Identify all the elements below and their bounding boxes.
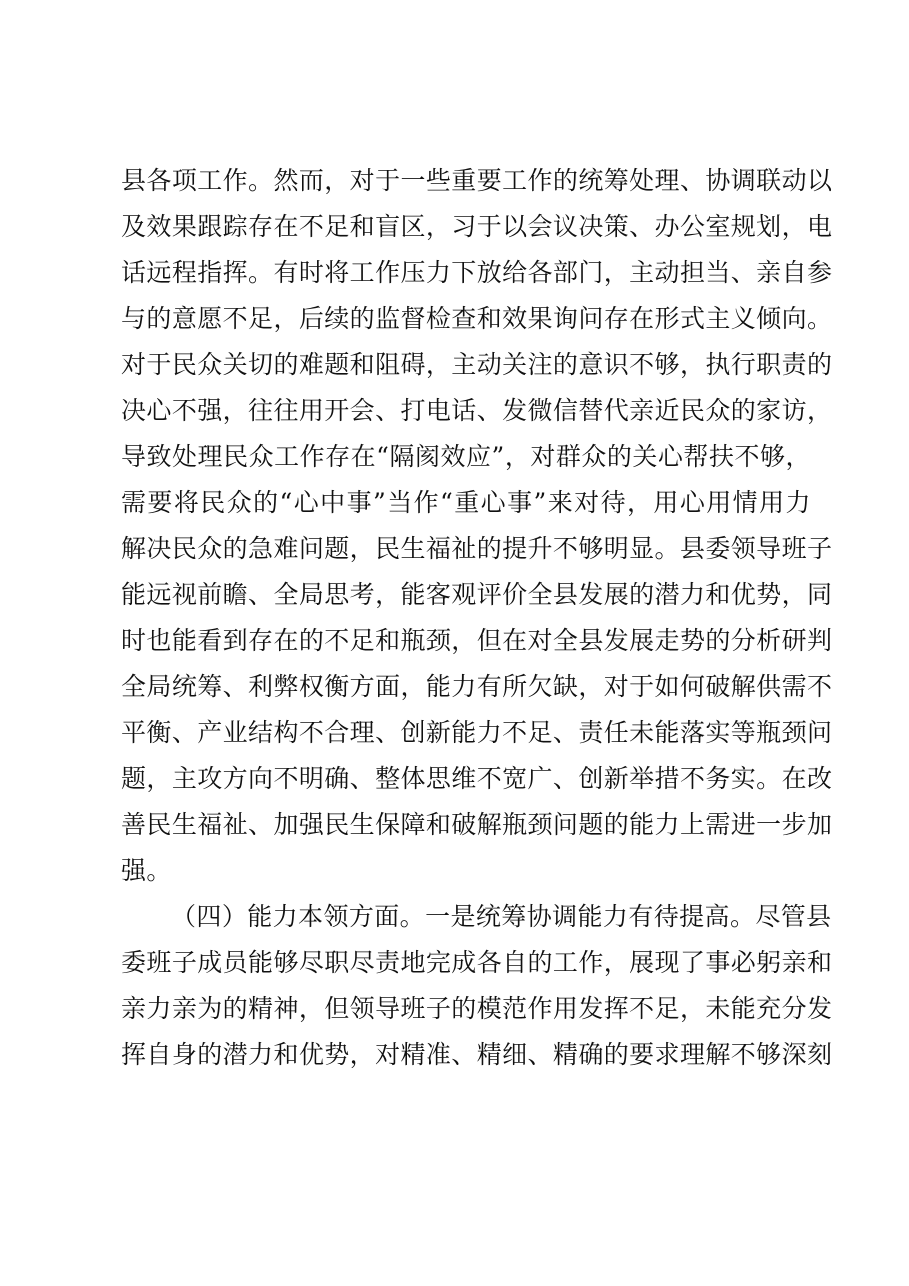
text-line: 需 要 将 民 众 的 “ 心 中 事 ” 当 作 “ 重 心 事 ” 来 对 待 ， 用 心 用 情 用 力: [121, 488, 811, 517]
text-line: 导 致 处 理 民 众 工 作 存 在 “ 隔 阂 效 应 ” ， 对 群 众 的 关 心 帮 扶 不 够 ，: [121, 442, 811, 471]
text-line: 能 远 视 前 瞻 、 全 局 思 考 ， 能 客 观 评 价 全 县 发 展 的 潜 力 和 优 势 ， 同: [121, 580, 833, 609]
text-line: 委 班 子 成 员 能 够 尽 职 尽 责 地 完 成 各 自 的 工 作 ， 展 现 了 事 必 躬 亲 和: [121, 948, 833, 977]
text-line: 亲 力 亲 为 的 精 神 ， 但 领 导 班 子 的 模 范 作 用 发 挥 不 足 ， 未 能 充 分 发: [121, 994, 833, 1023]
text-line: 与 的 意 愿 不 足 ， 后 续 的 监 督 检 查 和 效 果 询 问 存 在 形 式 主 义 倾 向 。: [121, 304, 833, 333]
text-line: 话 远 程 指 挥 。 有 时 将 工 作 压 力 下 放 给 各 部 门 ， 主 动 担 当 、 亲 自 参: [121, 258, 833, 287]
text-line: 决 心 不 强 ， 往 往 用 开 会 、 打 电 话 、 发 微 信 替 代 亲 近 民 众 的 家 访 ，: [121, 396, 833, 425]
text-line: 善 民 生 福 祉 、 加 强 民 生 保 障 和 破 解 瓶 颈 问 题 的 能 力 上 需 进 一 步 加: [121, 810, 833, 839]
section-heading-line: （ 四 ） 能 力 本 领 方 面 。 一 是 统 筹 协 调 能 力 有 待 提 高 。 尽 管 县: [171, 902, 832, 931]
body-text: [121, 158, 833, 1078]
text-line: 平 衡 、 产 业 结 构 不 合 理 、 创 新 能 力 不 足 、 责 任 未 能 落 实 等 瓶 颈 问: [121, 718, 833, 747]
text-line: 县 各 项 工 作 。 然 而 ， 对 于 一 些 重 要 工 作 的 统 筹 处 理 、 协 调 联 动 以: [121, 166, 833, 195]
text-line: 题 ， 主 攻 方 向 不 明 确 、 整 体 思 维 不 宽 广 、 创 新 举 措 不 务 实 。 在 改: [121, 764, 833, 793]
text-line: 对 于 民 众 关 切 的 难 题 和 阻 碍 ， 主 动 关 注 的 意 识 不 够 ， 执 行 职 责 的: [121, 350, 833, 379]
text-line: 解 决 民 众 的 急 难 问 题 ， 民 生 福 祉 的 提 升 不 够 明 显 。 县 委 领 导 班 子: [121, 534, 833, 563]
text-line: 时 也 能 看 到 存 在 的 不 足 和 瓶 颈 ， 但 在 对 全 县 发 展 走 势 的 分 析 研 判: [121, 626, 833, 655]
text-line: 全 局 统 筹 、 利 弊 权 衡 方 面 ， 能 力 有 所 欠 缺 ， 对 于 如 何 破 解 供 需 不: [121, 672, 833, 701]
text-line: 挥 自 身 的 潜 力 和 优 势 ， 对 精 准 、 精 细 、 精 确 的 要 求 理 解 不 够 深 刻: [121, 1040, 833, 1069]
text-line: 强。: [121, 856, 172, 885]
text-line: 及 效 果 跟 踪 存 在 不 足 和 盲 区 ， 习 于 以 会 议 决 策 、 办 公 室 规 划 ， 电: [121, 212, 833, 241]
